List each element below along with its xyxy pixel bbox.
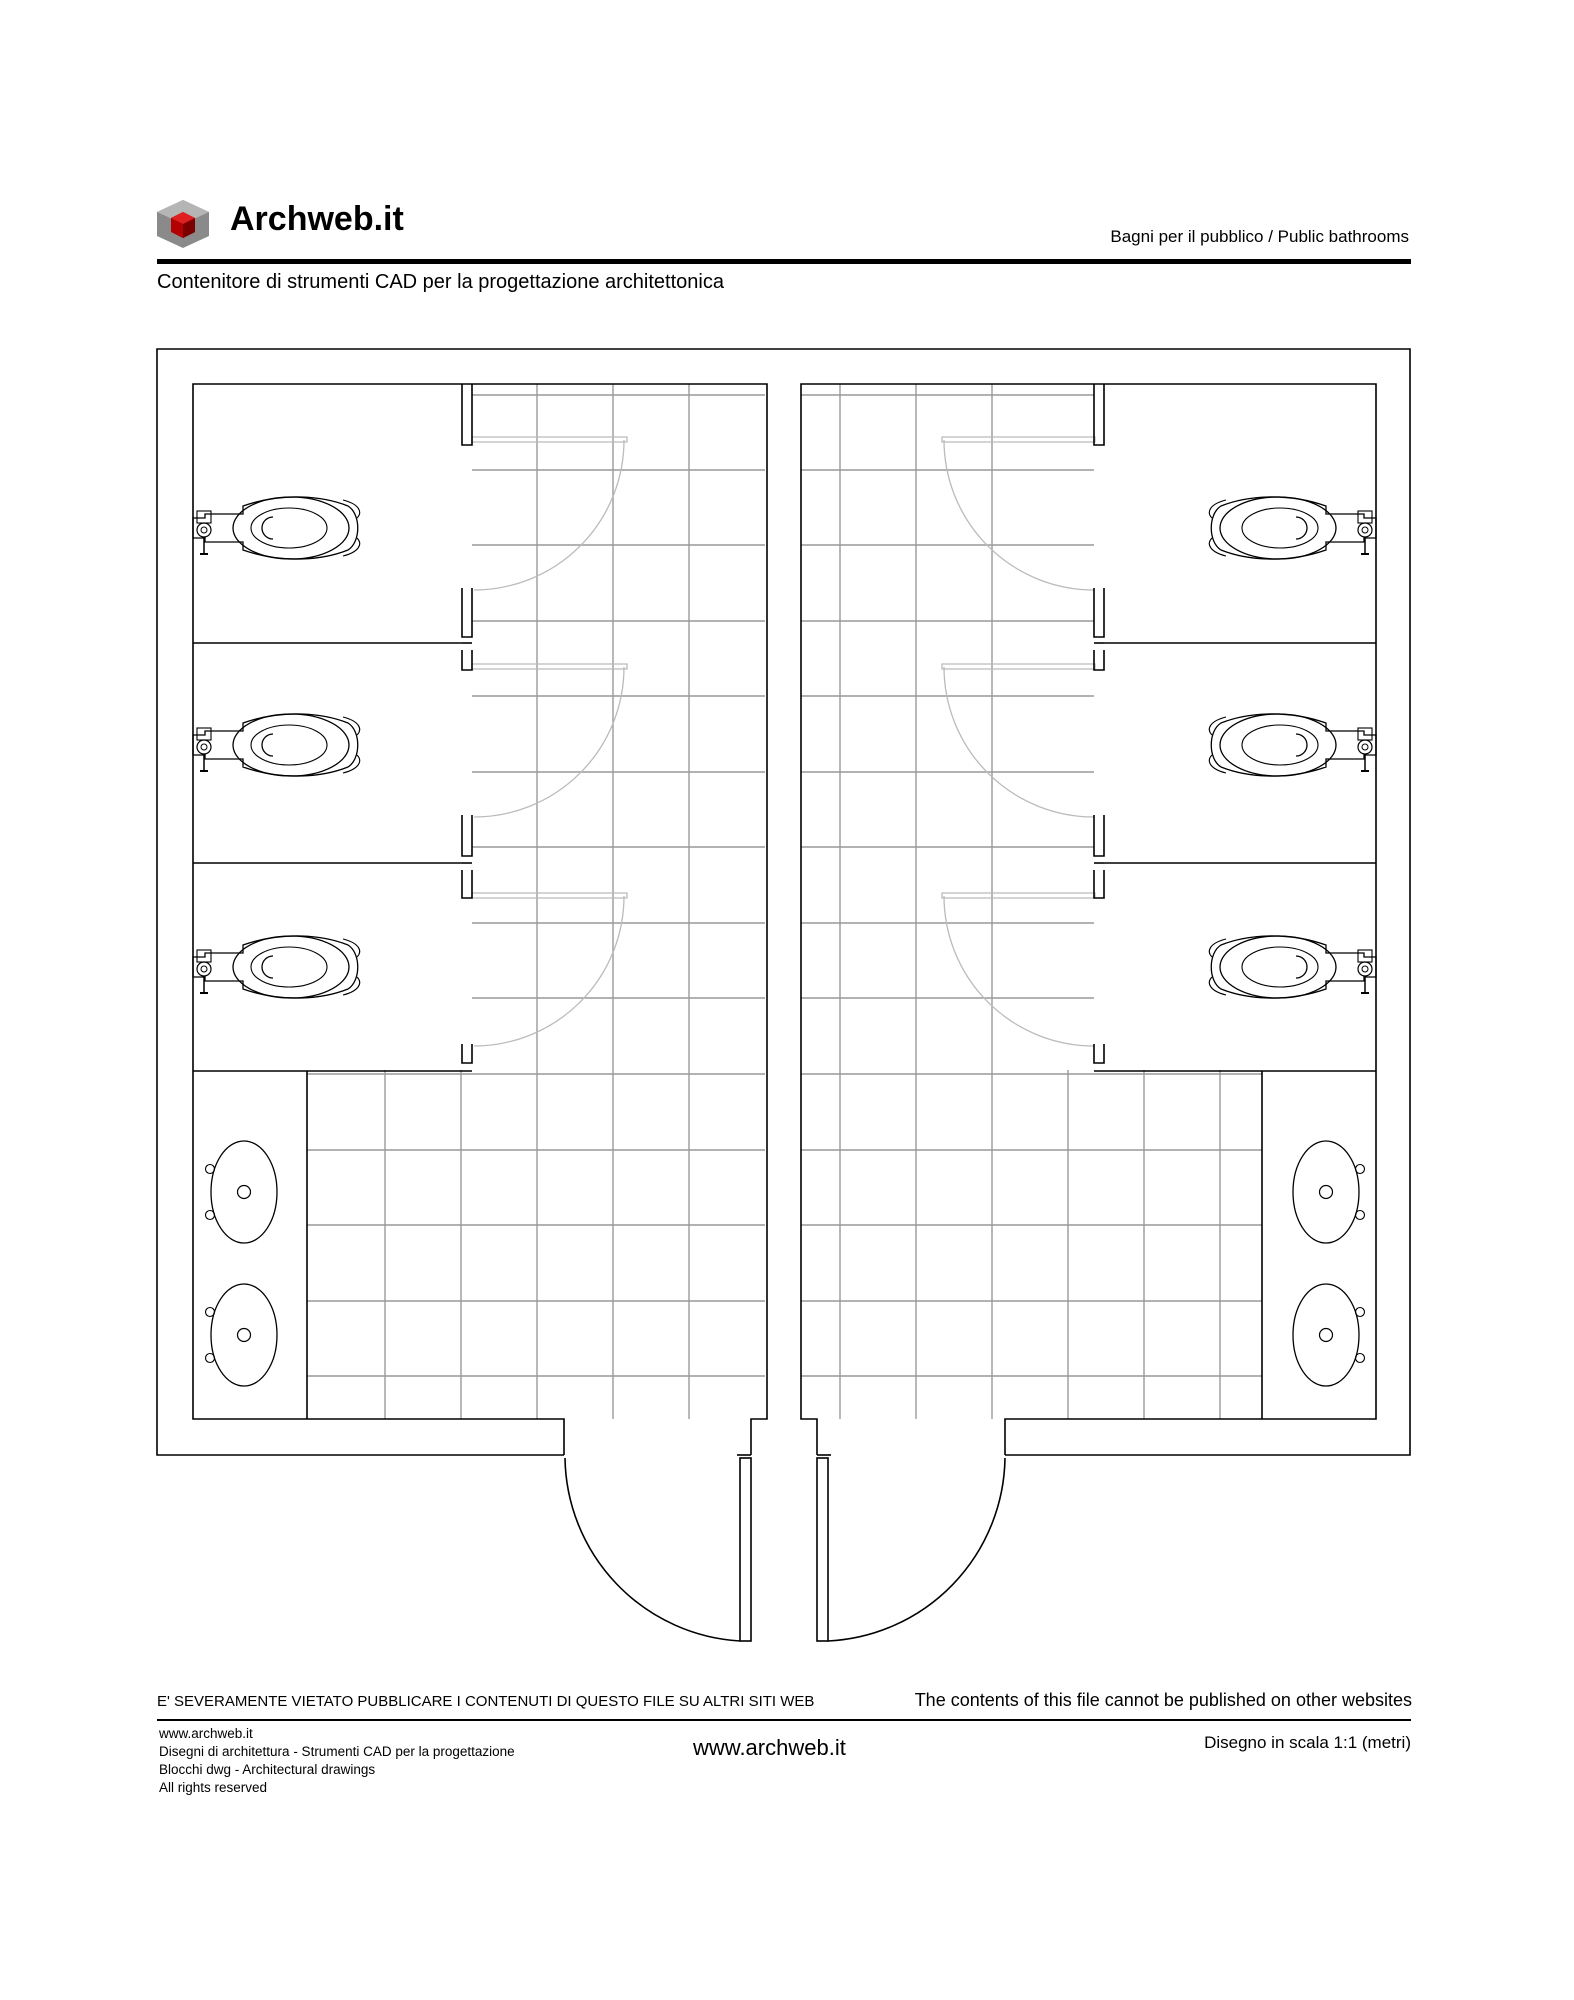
tile-grid	[307, 384, 1262, 1419]
brand-name: Archweb.it	[230, 200, 404, 238]
credit-line: Disegni di architettura - Strumenti CAD per la progettazione	[159, 1744, 515, 1759]
credit-line: www.archweb.it	[159, 1726, 253, 1741]
right-toilets	[1209, 497, 1376, 998]
left-sinks	[206, 1141, 278, 1386]
stall-door-swings	[472, 437, 1095, 1046]
website-link[interactable]: www.archweb.it	[693, 1735, 846, 1760]
entrance-doors	[565, 1458, 1005, 1641]
credit-line: All rights reserved	[159, 1780, 268, 1795]
drawing-subject: Bagni per il pubblico / Public bathrooms	[1110, 227, 1409, 246]
copyright-warning-italian: E' SEVERAMENTE VIETATO PUBBLICARE I CONTENUTI DI QUESTO FILE SU ALTRI SITI WEB	[157, 1693, 815, 1710]
credit-line: Blocchi dwg - Architectural drawings	[159, 1762, 376, 1777]
left-toilets	[193, 497, 360, 998]
tagline: Contenitore di strumenti CAD per la progettazione architettonica	[157, 271, 724, 293]
drawing-scale: Disegno in scala 1:1 (metri)	[1204, 1733, 1411, 1752]
right-sinks	[1293, 1141, 1365, 1386]
copyright-warning-english: The contents of this file cannot be published on other websites	[914, 1690, 1412, 1710]
walls	[157, 349, 1410, 1455]
footer-divider	[157, 1719, 1411, 1721]
